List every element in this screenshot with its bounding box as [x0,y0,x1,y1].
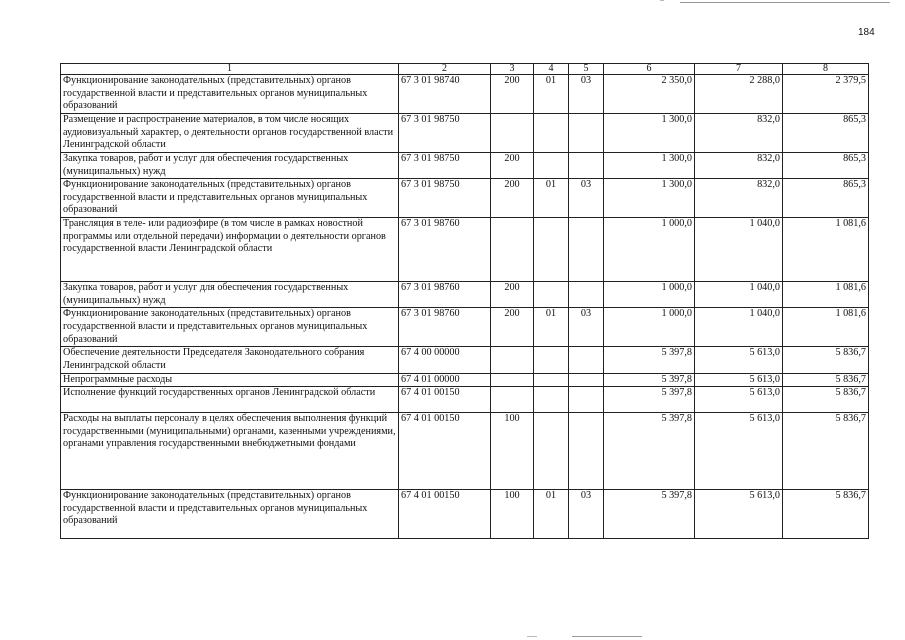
table-row [61,114,869,153]
row-section-cell [534,282,569,308]
row-value-cell: 5 613,0 [695,387,783,413]
row-value-cell: 832,0 [695,153,783,179]
scan-mark [660,0,664,1]
row-value-cell: 5 613,0 [695,347,783,373]
row-subsection-cell: 03 [569,75,604,114]
row-value-cell: 1 081,6 [783,218,869,282]
row-code-cell: 67 3 01 98760 [399,218,491,282]
row-section-cell [534,218,569,282]
row-code-cell: 67 4 01 00150 [399,413,491,490]
column-header: 5 [569,64,604,75]
row-value-cell: 5 397,8 [604,347,695,373]
row-name-cell: Функционирование законодательных (представительных) органов государственной власти и представительных органов муниципальных образований [61,490,399,539]
row-value-cell: 5 613,0 [695,490,783,539]
row-name-cell: Закупка товаров, работ и услуг для обеспечения государственных (муниципальных) нужд [61,153,399,179]
row-type-cell [491,114,534,153]
scan-mark [527,636,537,637]
row-value-cell: 2 288,0 [695,75,783,114]
row-subsection-cell [569,387,604,413]
row-value-cell: 1 300,0 [604,153,695,179]
table-row [61,413,869,490]
table-row [61,75,869,114]
row-subsection-cell [569,114,604,153]
row-subsection-cell [569,413,604,490]
row-section-cell [534,413,569,490]
column-header: 2 [399,64,491,75]
column-header: 1 [61,64,399,75]
row-value-cell: 1 000,0 [604,308,695,347]
row-type-cell: 200 [491,282,534,308]
column-header: 7 [695,64,783,75]
table-row [61,490,869,539]
table-row [61,282,869,308]
table-row [61,373,869,387]
row-subsection-cell [569,347,604,373]
row-name-cell: Исполнение функций государственных органов Ленинградской области [61,387,399,413]
row-section-cell [534,153,569,179]
row-code-cell: 67 3 01 98750 [399,179,491,218]
budget-table [60,63,869,539]
row-section-cell [534,114,569,153]
column-header: 6 [604,64,695,75]
row-type-cell: 200 [491,308,534,347]
table-row [61,347,869,373]
row-code-cell: 67 3 01 98760 [399,308,491,347]
row-value-cell: 5 836,7 [783,347,869,373]
row-section-cell: 01 [534,179,569,218]
row-value-cell: 832,0 [695,179,783,218]
row-type-cell: 200 [491,179,534,218]
row-value-cell: 5 836,7 [783,373,869,387]
row-subsection-cell [569,218,604,282]
row-section-cell [534,347,569,373]
row-value-cell: 1 000,0 [604,282,695,308]
row-value-cell: 1 081,6 [783,308,869,347]
row-code-cell: 67 4 00 00000 [399,347,491,373]
row-subsection-cell [569,373,604,387]
row-subsection-cell: 03 [569,308,604,347]
row-code-cell: 67 4 01 00150 [399,490,491,539]
row-type-cell: 200 [491,75,534,114]
row-code-cell: 67 4 01 00000 [399,373,491,387]
column-header: 8 [783,64,869,75]
row-value-cell: 865,3 [783,114,869,153]
row-code-cell: 67 4 01 00150 [399,387,491,413]
row-section-cell [534,387,569,413]
row-value-cell: 832,0 [695,114,783,153]
row-value-cell: 5 836,7 [783,413,869,490]
table-row [61,218,869,282]
row-value-cell: 2 379,5 [783,75,869,114]
row-value-cell: 5 397,8 [604,387,695,413]
row-value-cell: 5 836,7 [783,387,869,413]
row-section-cell: 01 [534,308,569,347]
row-subsection-cell: 03 [569,179,604,218]
row-name-cell: Функционирование законодательных (представительных) органов государственной власти и представительных органов муниципальных образований [61,179,399,218]
row-type-cell: 100 [491,413,534,490]
row-value-cell: 5 397,8 [604,373,695,387]
row-subsection-cell: 03 [569,490,604,539]
row-value-cell: 5 613,0 [695,413,783,490]
row-subsection-cell [569,282,604,308]
row-type-cell [491,387,534,413]
header-row [61,64,869,75]
row-value-cell: 865,3 [783,153,869,179]
row-value-cell: 1 300,0 [604,179,695,218]
row-value-cell: 1 300,0 [604,114,695,153]
table-row [61,387,869,413]
column-header: 4 [534,64,569,75]
row-value-cell: 1 000,0 [604,218,695,282]
row-type-cell: 100 [491,490,534,539]
row-name-cell: Расходы на выплаты персоналу в целях обеспечения выполнения функций государственными (муниципальными) органами, казенными учреждениями, органами управления государственными внебюджетными фондами [61,413,399,490]
row-value-cell: 5 397,8 [604,490,695,539]
table-row [61,153,869,179]
row-code-cell: 67 3 01 98740 [399,75,491,114]
row-name-cell: Обеспечение деятельности Председателя Законодательного собрания Ленинградской области [61,347,399,373]
row-name-cell: Функционирование законодательных (представительных) органов государственной власти и представительных органов муниципальных образований [61,308,399,347]
row-type-cell [491,218,534,282]
row-code-cell: 67 3 01 98760 [399,282,491,308]
row-value-cell: 2 350,0 [604,75,695,114]
row-name-cell: Размещение и распространение материалов, в том числе носящих аудиовизуальный характер, о деятельности органов государственной власти Ленинградской области [61,114,399,153]
row-value-cell: 1 040,0 [695,218,783,282]
row-type-cell [491,373,534,387]
row-name-cell: Закупка товаров, работ и услуг для обеспечения государственных (муниципальных) нужд [61,282,399,308]
row-code-cell: 67 3 01 98750 [399,153,491,179]
column-header: 3 [491,64,534,75]
row-section-cell [534,373,569,387]
row-section-cell: 01 [534,490,569,539]
row-subsection-cell [569,153,604,179]
row-value-cell: 5 836,7 [783,490,869,539]
row-name-cell: Непрограммные расходы [61,373,399,387]
row-section-cell: 01 [534,75,569,114]
row-name-cell: Трансляция в теле- или радиоэфире (в том числе в рамках новостной программы или отдельной передачи) информации о деятельности органов государственной власти Ленинградской области [61,218,399,282]
row-value-cell: 1 081,6 [783,282,869,308]
row-value-cell: 5 613,0 [695,373,783,387]
scan-mark [680,2,890,3]
page-number: 184 [858,27,875,38]
row-value-cell: 1 040,0 [695,308,783,347]
row-type-cell [491,347,534,373]
row-value-cell: 1 040,0 [695,282,783,308]
row-name-cell: Функционирование законодательных (представительных) органов государственной власти и представительных органов муниципальных образований [61,75,399,114]
row-code-cell: 67 3 01 98750 [399,114,491,153]
scan-mark [572,636,642,637]
row-type-cell: 200 [491,153,534,179]
table-row [61,308,869,347]
row-value-cell: 865,3 [783,179,869,218]
table-row [61,179,869,218]
row-value-cell: 5 397,8 [604,413,695,490]
